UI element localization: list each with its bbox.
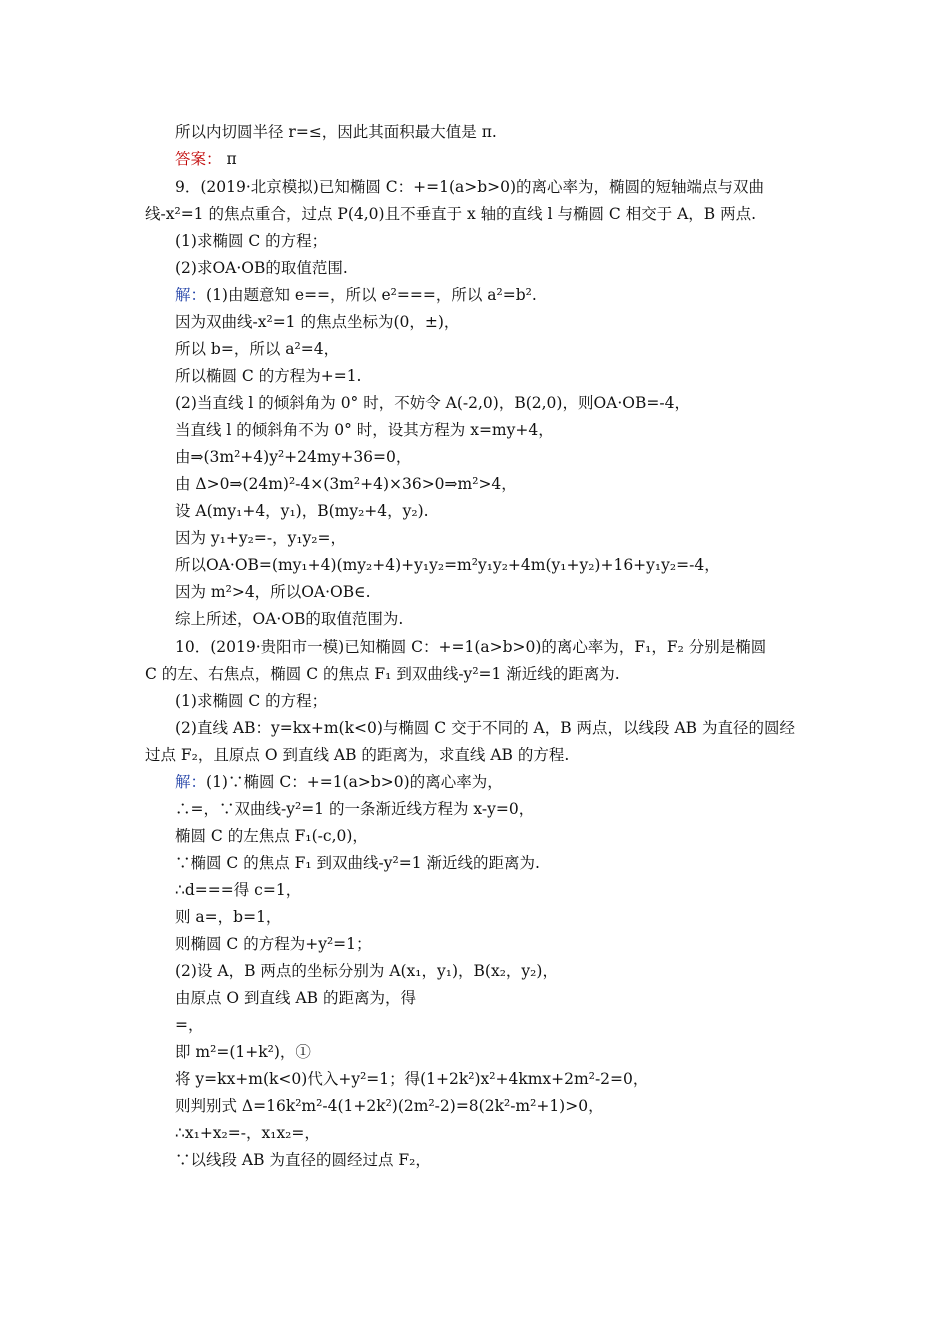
question-9-part-1: (1)求椭圆 C 的方程； [175, 232, 328, 250]
question-10-part-2: (2)直线 AB：y=kx+m(k<0)与椭圆 C 交于不同的 A，B 两点，以线段 AB 为直径的圆经 [175, 719, 795, 737]
question-9-line-2: 线-x²=1 的焦点重合，过点 P(4,0)且不垂直于 x 轴的直线 l 与椭圆 C 相交于 A，B 两点. [145, 205, 757, 223]
answer-label: 答案： [175, 150, 222, 168]
solution-9-line [175, 285, 537, 305]
text-line: 所以 b=，所以 a²=4， [175, 340, 340, 358]
question-10-part-2-cont: 过点 F₂，且原点 O 到直线 AB 的距离为，求直线 AB 的方程. [145, 746, 570, 764]
text-line: 则椭圆 C 的方程为+y²=1； [175, 935, 372, 953]
text-line: ∵以线段 AB 为直径的圆经过点 F₂， [175, 1151, 431, 1169]
text-line: 即 m²=(1+k²)，① [175, 1043, 311, 1061]
text-line: =， [175, 1016, 204, 1034]
text-line: 当直线 l 的倾斜角不为 0° 时，设其方程为 x=my+4， [175, 421, 554, 439]
text-line: 由 Δ>0⇒(24m)²-4×(3m²+4)×36>0⇒m²>4， [175, 475, 517, 493]
solution-label: 解： [175, 773, 207, 791]
text-line: 由⇒(3m²+4)y²+24my+36=0， [175, 448, 412, 466]
text-line: (2)设 A，B 两点的坐标分别为 A(x₁，y₁)，B(x₂，y₂)， [175, 962, 558, 980]
text-line: 将 y=kx+m(k<0)代入+y²=1；得(1+2k²)x²+4kmx+2m²-2=0， [175, 1070, 649, 1088]
question-10-line-1: 10．(2019·贵阳市一模)已知椭圆 C：+=1(a>b>0)的离心率为，F₁，F₂ 分别是椭圆 [175, 638, 767, 656]
text-line: 椭圆 C 的左焦点 F₁(-c,0)， [175, 827, 368, 845]
question-9-part-2: (2)求OA·OB的取值范围. [175, 259, 348, 277]
text-line: 由原点 O 到直线 AB 的距离为，得 [175, 989, 417, 1007]
solution-label: 解： [175, 286, 207, 304]
question-9-line-1: 9．(2019·北京模拟)已知椭圆 C：+=1(a>b>0)的离心率为，椭圆的短轴端点与双曲 [175, 178, 765, 196]
solution-text: (1)由题意知 e==，所以 e²===，所以 a²=b². [206, 286, 537, 304]
question-10-line-2: C 的左、右焦点，椭圆 C 的焦点 F₁ 到双曲线-y²=1 渐近线的距离为. [145, 665, 620, 683]
text-line: 设 A(my₁+4，y₁)，B(my₂+4，y₂). [175, 502, 429, 520]
answer-line [175, 149, 237, 169]
text-line: 所以椭圆 C 的方程为+=1. [175, 367, 362, 385]
text-line: 则判别式 Δ=16k²m²-4(1+2k²)(2m²-2)=8(2k²-m²+1)>0， [175, 1097, 604, 1115]
text-line: 则 a=，b=1， [175, 908, 282, 926]
solution-text: (1)∵椭圆 C：+=1(a>b>0)的离心率为， [206, 773, 503, 791]
text-line: ∴=，∵双曲线-y²=1 的一条渐近线方程为 x-y=0， [175, 800, 535, 818]
text-line: 因为 y₁+y₂=-，y₁y₂=， [175, 529, 347, 547]
text-line: 因为 m²>4，所以OA·OB∈. [175, 583, 371, 601]
text-line: ∵椭圆 C 的焦点 F₁ 到双曲线-y²=1 渐近线的距离为. [175, 854, 540, 872]
text-line: (2)当直线 l 的倾斜角为 0° 时，不妨令 A(-2,0)，B(2,0)，则OA·OB=-4， [175, 394, 690, 412]
answer-value: π [221, 150, 237, 168]
text-line: ∴x₁+x₂=-，x₁x₂=， [175, 1124, 320, 1142]
question-10-part-1: (1)求椭圆 C 的方程； [175, 692, 328, 710]
text-line: ∴d===得 c=1， [175, 881, 302, 899]
text-line: 所以OA·OB=(my₁+4)(my₂+4)+y₁y₂=m²y₁y₂+4m(y₁+y₂)+16+y₁y₂=-4， [175, 556, 720, 574]
text-line: 所以内切圆半径 r=≤，因此其面积最大值是 π. [175, 123, 497, 141]
solution-10-line [175, 772, 503, 792]
text-line: 综上所述，OA·OB的取值范围为. [175, 610, 404, 628]
text-line: 因为双曲线-x²=1 的焦点坐标为(0，±)， [175, 313, 460, 331]
